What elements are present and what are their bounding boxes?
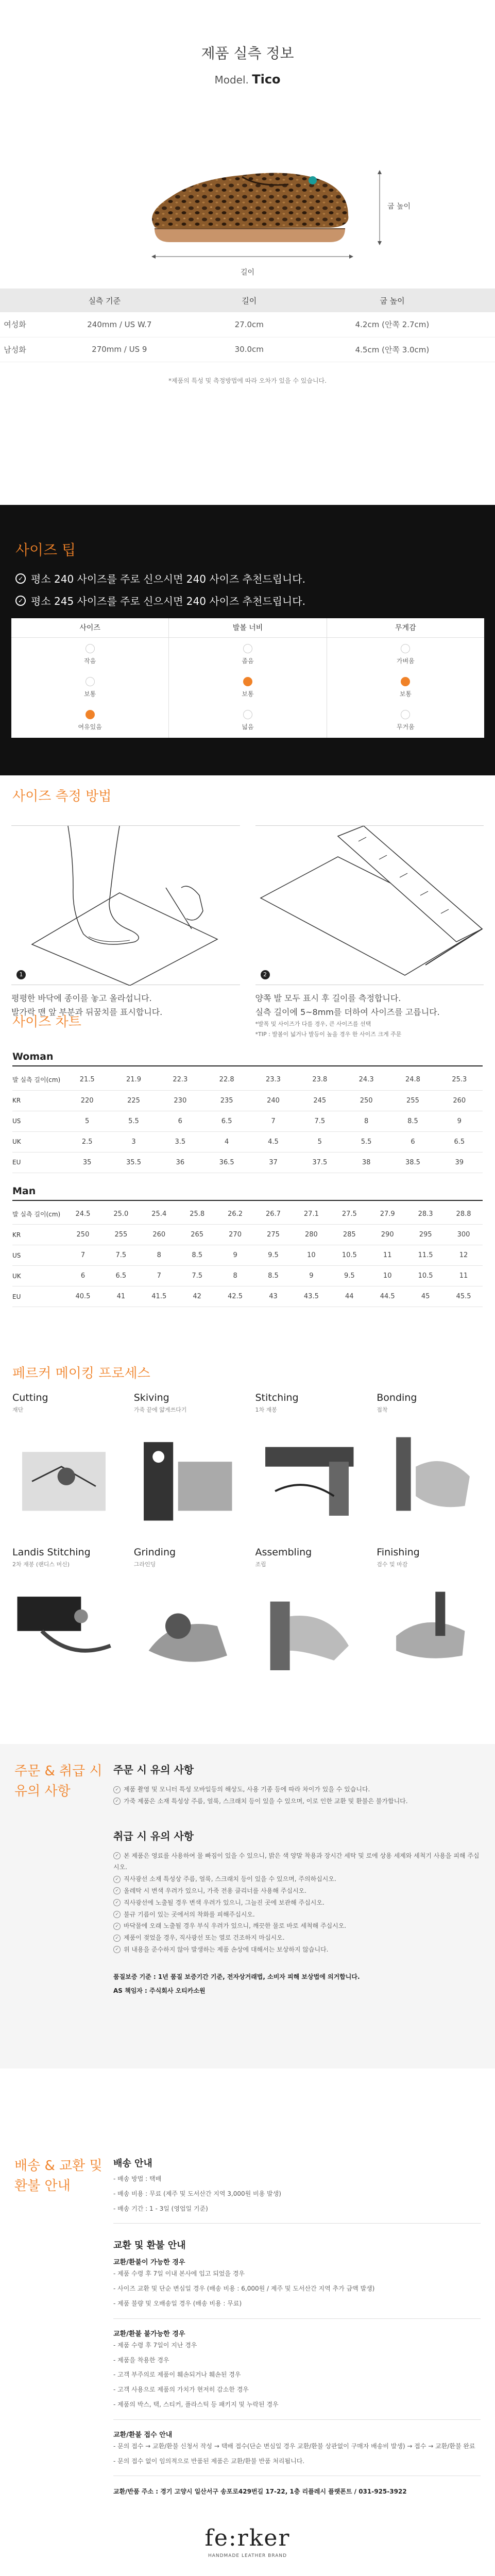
- row-label: EU: [12, 1286, 64, 1307]
- size-cell: 220: [64, 1090, 110, 1111]
- process-photo-icon: [12, 1420, 115, 1528]
- tip-option: 넓음: [169, 704, 326, 737]
- process-section: [0, 1363, 495, 1744]
- list-item: ✓ 본 제품은 영료를 사용하여 물 빠짐이 있을 수 있으니, 밝은 색 양말 착용과 장시간 세탁 및 로에 상용 세제와 세척기 사용을 피해 주십시오.: [113, 1852, 480, 1871]
- size-cell: 230: [157, 1090, 203, 1111]
- process-step-name: Stitching: [255, 1392, 299, 1403]
- list-item: ✓ 제품 촬영 및 모니터 특성 모바일등의 해상도, 사용 기종 등에 따라 차이가 있을 수 있습니다.: [113, 1784, 481, 1795]
- list-item: - 고객 부주의로 제품이 훼손되거나 훼손된 경우: [113, 2371, 241, 2379]
- size-cell: 4: [203, 1131, 250, 1152]
- size-cell: 2.5: [64, 1131, 110, 1152]
- size-tip-line: ✓ 평소 240 사이즈를 주로 신으시면 240 사이즈 추천드립니다.: [15, 571, 495, 586]
- row-gender: 여성화: [0, 312, 30, 337]
- size-cell: 8.5: [389, 1111, 436, 1131]
- size-cell: 6.5: [436, 1131, 483, 1152]
- as-manager: AS 책임자 : 주식회사 오티카소원: [113, 1987, 206, 1994]
- delivery-section: [0, 2069, 495, 2504]
- radio-dot-icon: [401, 677, 410, 686]
- size-cell: 260: [436, 1090, 483, 1111]
- table-row: [0, 337, 495, 362]
- row-heel: 4.5cm (안쪽 3.0cm): [289, 337, 495, 362]
- man-label: Man: [12, 1185, 483, 1201]
- process-step: [134, 1547, 240, 1701]
- process-step: [377, 1547, 483, 1701]
- table-row: [12, 1152, 483, 1173]
- size-cell: 9: [436, 1111, 483, 1131]
- row-label: KR: [12, 1090, 64, 1111]
- table-row: [12, 1204, 483, 1225]
- process-step-name: Finishing: [377, 1547, 420, 1558]
- brand-tagline: HANDMADE LEATHER BRAND: [208, 2553, 287, 2558]
- check-icon: ✓: [15, 573, 26, 584]
- size-cell: 8.5: [178, 1245, 216, 1266]
- process-photo-icon: [377, 1574, 480, 1683]
- size-cell: 270: [216, 1225, 254, 1245]
- model-label: Model.: [214, 74, 249, 86]
- check-icon: ✓: [113, 1911, 121, 1918]
- process-step: [12, 1392, 118, 1547]
- order-notice-title: 주문 시 유의 사항: [113, 1764, 194, 1776]
- possible-list: [113, 2266, 481, 2311]
- table-row: [12, 1266, 483, 1286]
- list-item: - 문의 접수 → 교환/환불 신청서 작성 → 택배 접수(단순 변심일 경우 교환/환불 상관없이 구매자 배송비 발생) → 접수 → 교환/환불 완료: [113, 2442, 475, 2450]
- size-cell: 42: [178, 1286, 216, 1307]
- brand-logo: fe:rker: [204, 2525, 291, 2551]
- size-cell: 36: [157, 1152, 203, 1173]
- check-icon: ✓: [113, 1899, 121, 1906]
- size-cell: 280: [292, 1225, 330, 1245]
- size-cell: 250: [343, 1090, 389, 1111]
- size-cell: 255: [389, 1090, 436, 1111]
- measure-step1-text: 평평한 바닥에 종이를 놓고 올라섭니다. 발가락 맨 앞 부분과 뒤꿈치를 표시합니다.: [11, 993, 163, 1018]
- row-length: 30.0cm: [209, 337, 289, 362]
- process-step: [377, 1392, 483, 1547]
- size-cell: 25.4: [140, 1204, 178, 1225]
- handle-notice-list: [113, 1850, 481, 1956]
- size-cell: 5.5: [110, 1111, 157, 1131]
- radio-dot-icon: [401, 644, 410, 653]
- size-cell: 260: [140, 1225, 178, 1245]
- row-length: 27.0cm: [209, 312, 289, 337]
- radio-dot-icon: [401, 710, 410, 719]
- size-chart-section: [0, 1002, 495, 1363]
- process-step-name: Skiving: [133, 1392, 169, 1403]
- list-item: ✓ 바닥물에 오래 노출될 경우 부식 우려가 있으니, 깨끗한 물로 바로 세척해 주십시오.: [113, 1920, 481, 1932]
- size-cell: 43.5: [292, 1286, 330, 1307]
- size-cell: 4.5: [250, 1131, 296, 1152]
- row-label: UK: [12, 1266, 64, 1286]
- size-cell: 235: [203, 1090, 250, 1111]
- size-cell: 38: [343, 1152, 389, 1173]
- ship-list: [113, 2172, 481, 2216]
- ruler-measure-illustration: [255, 826, 487, 986]
- row-heel: 4.2cm (안쪽 2.7cm): [289, 312, 495, 337]
- dim-length-label: 길이: [240, 268, 255, 277]
- size-cell: 22.3: [157, 1070, 203, 1090]
- size-cell: 40.5: [64, 1286, 102, 1307]
- return-address: 교환/반품 주소 : 경기 고양시 일산서구 송포로429번길 17-22, 1층 리플레시 플랫폰트 / 031-925-3922: [113, 2488, 407, 2496]
- size-cell: 27.5: [330, 1204, 368, 1225]
- handle-notice-title: 취급 시 유의 사항: [113, 1829, 194, 1842]
- size-cell: 9: [292, 1266, 330, 1286]
- tip-column-size: 사이즈 작음 보통 여유있음: [11, 618, 169, 738]
- order-notice-list: [113, 1784, 481, 1807]
- product-photo: [0, 92, 495, 277]
- size-tip-title: 사이즈 팁: [15, 541, 76, 558]
- size-cell: 35.5: [110, 1152, 157, 1173]
- measure-step1-image: [11, 825, 240, 985]
- row-label: 발 실측 길이(cm): [12, 1070, 64, 1090]
- size-cell: 11.5: [406, 1245, 445, 1266]
- process-step-sub: 접착: [377, 1406, 388, 1413]
- list-item: - 사이즈 교환 및 단순 변심일 경우 (배송 비용 : 6,000원 / 제주 및 도서산간 지역 추가 금액 발생): [113, 2285, 375, 2293]
- size-cell: 7: [250, 1111, 296, 1131]
- row-label: 발 실측 길이(cm): [12, 1204, 64, 1225]
- process-photo-icon: [134, 1574, 237, 1683]
- size-cell: 10: [368, 1266, 406, 1286]
- measure-header-heel: 굽 높이: [289, 289, 495, 312]
- size-tip-line: ✓ 평소 245 사이즈를 주로 신으시면 240 사이즈 추천드립니다.: [15, 593, 495, 608]
- size-cell: 7.5: [178, 1266, 216, 1286]
- list-item: - 배송 방법 : 택배: [113, 2175, 162, 2182]
- list-item: ✓ 직사광선 소재 특성상 주름, 얼룩, 스크래치 등이 있을 수 있으며, 주의하십시오.: [113, 1873, 481, 1885]
- size-cell: 295: [406, 1225, 445, 1245]
- radio-dot-icon: [243, 677, 252, 686]
- tip-column-width: 발볼 너비 좁음 보통 넓음: [169, 618, 327, 738]
- woman-label: Woman: [12, 1051, 483, 1066]
- size-cell: 3: [110, 1131, 157, 1152]
- process-step: [134, 1392, 240, 1547]
- process-step-name: Cutting: [12, 1392, 48, 1403]
- size-cell: 11: [445, 1266, 483, 1286]
- list-item: - 제품을 착용한 경우: [113, 2356, 169, 2364]
- size-cell: 7.5: [297, 1111, 343, 1131]
- tip-option: 가벼움: [327, 638, 484, 671]
- process-step-sub: 조립: [255, 1561, 266, 1568]
- list-item: - 문의 접수 없이 임의적으로 반품된 제품은 교환/환불 반품 처리됩니다.: [113, 2457, 305, 2465]
- size-cell: 26.7: [254, 1204, 293, 1225]
- size-cell: 23.8: [297, 1070, 343, 1090]
- size-cell: 245: [297, 1090, 343, 1111]
- measure-title: 사이즈 측정 방법: [12, 789, 112, 804]
- size-cell: 5: [64, 1111, 110, 1131]
- list-item: - 제품 불량 및 오배송일 경우 (배송 비용 : 무료): [113, 2299, 242, 2307]
- size-cell: 41: [102, 1286, 140, 1307]
- step-number: 2: [261, 970, 270, 979]
- tip-option: 보통: [169, 671, 326, 704]
- tip-option: 무거움: [327, 704, 484, 737]
- process-photo-icon: [377, 1420, 480, 1528]
- product-size-section: [0, 0, 495, 402]
- row-label: EU: [12, 1152, 64, 1173]
- check-icon: ✓: [113, 1946, 121, 1953]
- care-section: [0, 1744, 495, 2069]
- list-item: ✓ 제품이 젖었을 경우, 직사광선 또는 열로 건조하지 마십시오.: [113, 1932, 481, 1944]
- table-row: [12, 1245, 483, 1266]
- size-cell: 6: [157, 1111, 203, 1131]
- size-cell: 44: [330, 1286, 368, 1307]
- measure-header-basis: 실측 기준: [0, 289, 209, 312]
- row-label: KR: [12, 1225, 64, 1245]
- list-item: - 제품 수령 후 7일이 지난 경우: [113, 2341, 197, 2349]
- size-cell: 39: [436, 1152, 483, 1173]
- check-icon: ✓: [113, 1798, 121, 1805]
- size-cell: 43: [254, 1286, 293, 1307]
- delivery-title: 배송 & 교환 및 환불 안내: [14, 2158, 103, 2194]
- size-tip-grid: [11, 618, 484, 738]
- process-title: 페르커 메이킹 프로세스: [12, 1366, 150, 1381]
- size-cell: 27.9: [368, 1204, 406, 1225]
- size-tip-section: [0, 505, 495, 775]
- check-icon: ✓: [15, 596, 26, 606]
- tip-option: 보통: [327, 671, 484, 704]
- measure-step2-image: [255, 825, 484, 985]
- process-step: [255, 1547, 362, 1701]
- tip-option: 좁음: [169, 638, 326, 671]
- method-label: 교환/환불 접수 안내: [113, 2431, 173, 2439]
- check-icon: ✓: [113, 1887, 121, 1894]
- size-cell: 44.5: [368, 1286, 406, 1307]
- foot-on-paper-illustration: [11, 826, 243, 986]
- size-cell: 24.5: [64, 1204, 102, 1225]
- row-label: US: [12, 1111, 64, 1131]
- table-row: [0, 312, 495, 337]
- dim-height-label: 굽 높이: [387, 202, 411, 211]
- table-row: [12, 1111, 483, 1131]
- row-label: UK: [12, 1131, 64, 1152]
- size-cell: 225: [110, 1090, 157, 1111]
- list-item: ✓ 가죽 제품은 소재 특성상 주름, 얼룩, 스크래치 등이 있을 수 있으며, 이로 인한 교환 및 환불은 불가합니다.: [113, 1795, 481, 1807]
- table-row: [12, 1286, 483, 1307]
- product-measure-table: [0, 289, 495, 362]
- radio-dot-icon: [86, 677, 95, 686]
- impossible-list: [113, 2338, 481, 2412]
- tip-option: 보통: [11, 671, 168, 704]
- size-cell: 6.5: [102, 1266, 140, 1286]
- list-item: - 제품 수령 후 7일 이내 본사에 입고 되었을 경우: [113, 2270, 245, 2278]
- size-cell: 240: [250, 1090, 296, 1111]
- list-item: ✓ 직사광선에 노출될 경우 변색 우려가 있으니, 그늘진 곳에 보관해 주십시오.: [113, 1897, 481, 1909]
- table-row: [12, 1225, 483, 1245]
- size-cell: 24.8: [389, 1070, 436, 1090]
- size-cell: 10.5: [406, 1266, 445, 1286]
- ship-title: 배송 안내: [113, 2158, 152, 2169]
- size-cell: 9.5: [254, 1245, 293, 1266]
- care-title: 주문 & 취급 시 유의 사항: [14, 1764, 103, 1799]
- tip-column-weight: 무게감 가벼움 보통 무거움: [327, 618, 484, 738]
- size-cell: 27.1: [292, 1204, 330, 1225]
- size-cell: 42.5: [216, 1286, 254, 1307]
- step-number: 1: [16, 970, 26, 979]
- table-row: [12, 1131, 483, 1152]
- size-cell: 25.8: [178, 1204, 216, 1225]
- process-photo-icon: [134, 1420, 237, 1528]
- model-name: Tico: [252, 72, 281, 87]
- process-grid: [12, 1392, 483, 1701]
- process-step: [12, 1547, 118, 1701]
- size-cell: 6: [64, 1266, 102, 1286]
- process-step-name: Grinding: [133, 1547, 176, 1558]
- size-cell: 12: [445, 1245, 483, 1266]
- check-icon: ✓: [113, 1876, 121, 1883]
- list-item: ✓ 위 내용을 준수하지 않아 발생하는 제품 손상에 대해서는 보상하지 않습니다.: [113, 1944, 481, 1956]
- quality-guarantee: 품질보증 기준 : 1년 품질 보증기간 기준, 전자상거래법, 소비자 피해 보상법에 의거합니다.: [113, 1973, 360, 1980]
- product-size-title: 제품 실측 정보: [201, 45, 294, 62]
- size-cell: 22.8: [203, 1070, 250, 1090]
- size-cell: 5.5: [343, 1131, 389, 1152]
- measure-header-length: 길이: [209, 289, 289, 312]
- process-step-sub: 그라인딩: [133, 1561, 156, 1568]
- size-cell: 290: [368, 1225, 406, 1245]
- size-cell: 28.3: [406, 1204, 445, 1225]
- size-cell: 8: [216, 1266, 254, 1286]
- check-icon: ✓: [113, 1786, 121, 1793]
- process-step: [255, 1392, 362, 1547]
- refund-title: 교환 및 환불 안내: [113, 2240, 186, 2251]
- list-item: - 제품의 박스, 택, 스티커, 플라스틱 등 패키지 및 누락된 경우: [113, 2400, 279, 2408]
- check-icon: ✓: [113, 1935, 121, 1942]
- list-item: - 배송 비용 : 무료 (제주 및 도서산간 지역 3,000원 비용 발생): [113, 2190, 281, 2197]
- size-cell: 3.5: [157, 1131, 203, 1152]
- size-cell: 8.5: [254, 1266, 293, 1286]
- row-size: 270mm / US 9: [30, 337, 209, 362]
- size-cell: 7: [64, 1245, 102, 1266]
- process-step-sub: 1차 재봉: [255, 1406, 277, 1413]
- size-cell: 11: [368, 1245, 406, 1266]
- tip-option: 여유있음: [11, 704, 168, 737]
- list-item: ✓ 불규 기름이 있는 곳에서의 착화를 피해주십시오.: [113, 1909, 481, 1921]
- fur-slipper-illustration: [0, 92, 495, 277]
- size-cell: 7: [140, 1266, 178, 1286]
- size-cell: 5: [297, 1131, 343, 1152]
- size-cell: 300: [445, 1225, 483, 1245]
- size-cell: 9.5: [330, 1266, 368, 1286]
- process-step-name: Landis Stitching: [12, 1547, 91, 1558]
- model-line: [0, 72, 495, 87]
- size-cell: 36.5: [203, 1152, 250, 1173]
- process-step-name: Assembling: [255, 1547, 312, 1558]
- process-photo-icon: [255, 1574, 359, 1683]
- size-cell: 41.5: [140, 1286, 178, 1307]
- process-step-sub: 가죽 끝에 얇게쓰다기: [133, 1406, 187, 1413]
- process-step-sub: 검수 및 마감: [377, 1561, 408, 1568]
- radio-dot-icon: [243, 710, 252, 719]
- size-cell: 9: [216, 1245, 254, 1266]
- woman-size-table: [12, 1070, 483, 1173]
- size-cell: 35: [64, 1152, 110, 1173]
- size-cell: 25.3: [436, 1070, 483, 1090]
- check-icon: ✓: [113, 1923, 121, 1930]
- radio-dot-icon: [86, 644, 95, 653]
- size-cell: 6.5: [203, 1111, 250, 1131]
- process-step-sub: 2차 재봉 (랜디스 머신): [12, 1561, 70, 1568]
- size-chart-title: 사이즈 차트: [12, 1014, 81, 1030]
- list-item: - 고객 사용으로 제품의 가치가 현저히 감소한 경우: [113, 2386, 249, 2394]
- size-cell: 21.5: [64, 1070, 110, 1090]
- row-size: 240mm / US W.7: [30, 312, 209, 337]
- tip-option: 작음: [11, 638, 168, 671]
- size-cell: 38.5: [389, 1152, 436, 1173]
- size-cell: 37: [250, 1152, 296, 1173]
- table-row: [12, 1090, 483, 1111]
- size-cell: 21.9: [110, 1070, 157, 1090]
- size-cell: 45.5: [445, 1286, 483, 1307]
- table-row: [12, 1070, 483, 1090]
- size-cell: 37.5: [297, 1152, 343, 1173]
- size-cell: 255: [102, 1225, 140, 1245]
- size-cell: 24.3: [343, 1070, 389, 1090]
- size-cell: 8: [343, 1111, 389, 1131]
- process-photo-icon: [12, 1574, 115, 1683]
- process-step-sub: 재단: [12, 1406, 24, 1413]
- size-cell: 8: [140, 1245, 178, 1266]
- size-cell: 6: [389, 1131, 436, 1152]
- row-gender: 남성화: [0, 337, 30, 362]
- measure-step2-text: 양쪽 발 모두 표시 후 길이를 측정합니다. 실측 길이에 5~8mm를 더하여 사이즈를 고릅니다. *발폭 및 사이즈가 다를 경우, 큰 사이즈를 선택 *TIP : 발볼이 넓거나 발등이 높을 경우 한 사이즈 크게 주문: [255, 993, 440, 1038]
- check-icon: ✓: [113, 1852, 121, 1859]
- brand-footer: [0, 2504, 495, 2576]
- list-item: - 배송 기간 : 1 - 3일 (영업일 기준): [113, 2205, 208, 2212]
- possible-label: 교환/환불이 가능한 경우: [113, 2259, 185, 2267]
- size-cell: 275: [254, 1225, 293, 1245]
- list-item: ✓ 올레탁 시 변색 우려가 있으니, 가죽 전용 클리너를 사용해 주십시오.: [113, 1885, 481, 1897]
- size-cell: 25.0: [102, 1204, 140, 1225]
- size-cell: 7.5: [102, 1245, 140, 1266]
- size-cell: 10.5: [330, 1245, 368, 1266]
- size-cell: 265: [178, 1225, 216, 1245]
- size-cell: 45: [406, 1286, 445, 1307]
- size-cell: 10: [292, 1245, 330, 1266]
- man-size-table: [12, 1204, 483, 1308]
- measure-note: *제품의 특성 및 측정방법에 따라 오차가 있을 수 있습니다.: [168, 377, 327, 384]
- size-cell: 28.8: [445, 1204, 483, 1225]
- size-cell: 23.3: [250, 1070, 296, 1090]
- process-photo-icon: [255, 1420, 359, 1528]
- process-step-name: Bonding: [377, 1392, 417, 1403]
- radio-dot-icon: [86, 710, 95, 719]
- row-label: US: [12, 1245, 64, 1266]
- impossible-label: 교환/환불 불가능한 경우: [113, 2330, 185, 2338]
- size-cell: 26.2: [216, 1204, 254, 1225]
- size-cell: 250: [64, 1225, 102, 1245]
- radio-dot-icon: [243, 644, 252, 653]
- method-list: [113, 2439, 481, 2469]
- size-cell: 285: [330, 1225, 368, 1245]
